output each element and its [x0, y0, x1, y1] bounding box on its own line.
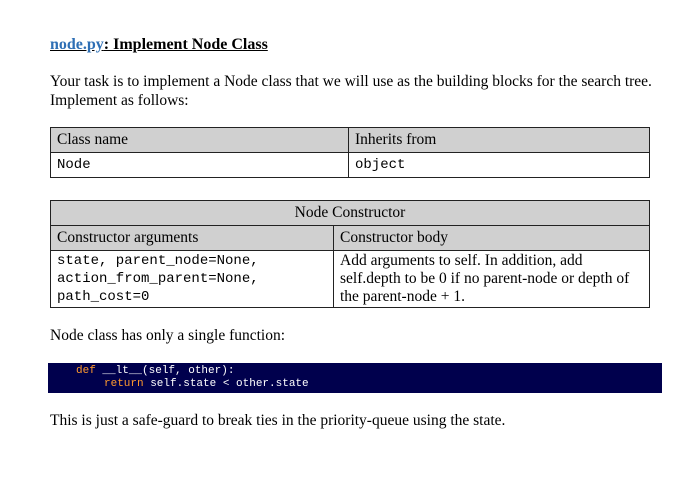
code-line-1	[48, 365, 662, 378]
code-block	[48, 363, 662, 393]
constructor-table-title: Node Constructor	[51, 201, 650, 226]
argument-line: path_cost=0	[57, 289, 150, 305]
constructor-arguments-value	[51, 251, 334, 308]
constructor-arguments-header: Constructor arguments	[51, 226, 334, 251]
inherits-from-value: object	[349, 153, 650, 178]
single-function-text: Node class has only a single function:	[50, 327, 286, 344]
body-line: the parent-node + 1.	[340, 288, 465, 305]
code-text: self.state < other.state	[143, 378, 309, 390]
body-line: Add arguments to self. In addition, add	[340, 252, 583, 269]
body-line: self.depth to be 0 if no parent-node or depth of	[340, 270, 630, 287]
section-heading	[50, 36, 268, 54]
inherits-from-header: Inherits from	[349, 128, 650, 153]
intro-paragraph: Your task is to implement a Node class that we will use as the building blocks for the search tree. Implement as follows:	[50, 73, 652, 109]
code-keyword: def	[76, 365, 96, 377]
heading-title: : Implement Node Class	[103, 36, 268, 53]
constructor-table-header	[51, 226, 650, 251]
class-name-header: Class name	[51, 128, 349, 153]
class-table-row	[51, 153, 650, 178]
class-name-value: Node	[51, 153, 349, 178]
code-line-2	[48, 378, 662, 391]
argument-line: state, parent_node=None,	[57, 253, 259, 269]
footer-text: This is just a safe-guard to break ties in the priority-queue using the state.	[50, 412, 506, 429]
class-table-header	[51, 128, 650, 153]
code-text: __lt__(self, other):	[95, 365, 235, 377]
code-keyword: return	[104, 378, 144, 390]
argument-line: action_from_parent=None,	[57, 271, 259, 287]
constructor-table	[50, 200, 650, 308]
constructor-body-header: Constructor body	[334, 226, 650, 251]
constructor-body-value	[334, 251, 650, 308]
constructor-table-title-row	[51, 201, 650, 226]
constructor-table-row	[51, 251, 650, 308]
class-table	[50, 127, 650, 178]
file-name: node.py	[50, 36, 104, 53]
